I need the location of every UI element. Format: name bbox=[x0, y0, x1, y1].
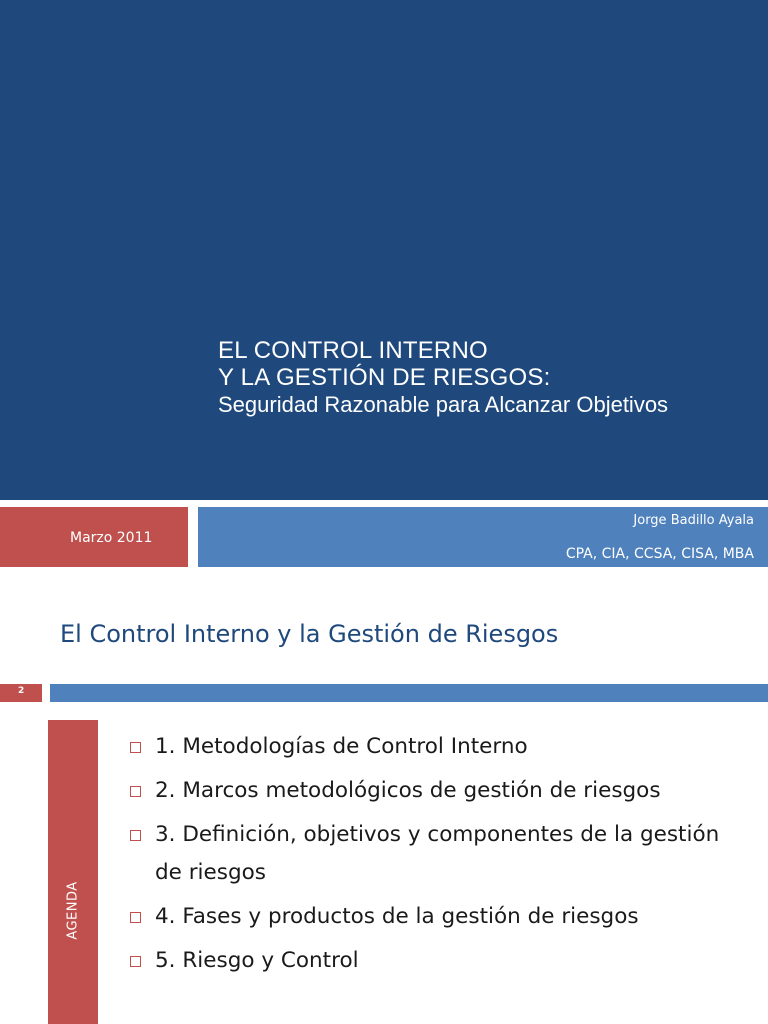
agenda-item-text: 3. Definición, objetivos y componentes de la gestión de riesgos bbox=[155, 822, 720, 885]
slide-subtitle: Seguridad Razonable para Alcanzar Objetivos bbox=[218, 392, 669, 417]
agenda-item bbox=[128, 816, 748, 892]
slide-title-line-1: EL CONTROL INTERNO bbox=[218, 337, 488, 364]
agenda-item-text: 1. Metodologías de Control Interno bbox=[155, 734, 528, 759]
agenda-item bbox=[128, 898, 748, 936]
agenda-list bbox=[128, 728, 748, 986]
agenda-side-label-text: AGENDA bbox=[65, 880, 81, 940]
agenda-slide-title: El Control Interno y la Gestión de Riesgos bbox=[60, 620, 559, 648]
slide-title-line-2: Y LA GESTIÓN DE RIESGOS: bbox=[218, 364, 551, 391]
square-bullet-icon bbox=[130, 956, 141, 967]
agenda-item bbox=[128, 942, 748, 980]
agenda-item bbox=[128, 728, 748, 766]
square-bullet-icon bbox=[130, 786, 141, 797]
author-credentials: CPA, CIA, CCSA, CISA, MBA bbox=[565, 546, 754, 562]
agenda-item-text: 2. Marcos metodológicos de gestión de riesgos bbox=[155, 778, 661, 803]
author-name: Jorge Badillo Ayala bbox=[633, 513, 754, 528]
page-number: 2 bbox=[18, 686, 25, 696]
title-block bbox=[218, 337, 668, 419]
agenda-item bbox=[128, 772, 748, 810]
square-bullet-icon bbox=[130, 742, 141, 753]
agenda-item-text: 5. Riesgo y Control bbox=[155, 948, 359, 973]
agenda-side-label bbox=[61, 868, 85, 952]
header-bar bbox=[50, 684, 768, 702]
title-slide-background bbox=[0, 0, 768, 500]
square-bullet-icon bbox=[130, 830, 141, 841]
square-bullet-icon bbox=[130, 912, 141, 923]
presentation-date: Marzo 2011 bbox=[70, 530, 153, 546]
agenda-item-text: 4. Fases y productos de la gestión de riesgos bbox=[155, 904, 639, 929]
